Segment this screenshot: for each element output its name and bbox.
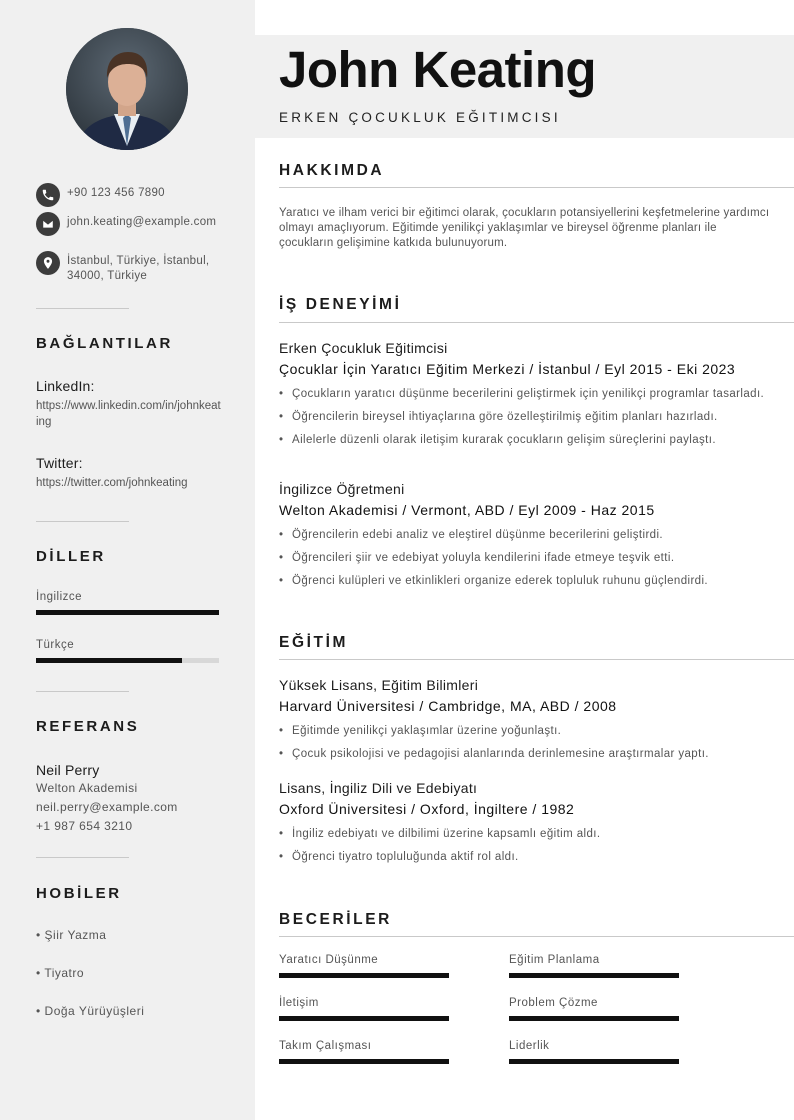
about-heading: HAKKIMDA bbox=[279, 162, 385, 179]
education-heading: EĞİTİM bbox=[279, 634, 348, 651]
experience-org: Welton Akademisi / Vermont, ABD / Eyl 2009 - Haz 2015 bbox=[279, 502, 655, 518]
experience-title: İngilizce Öğretmeni bbox=[279, 481, 405, 497]
phone-number: +90 123 456 7890 bbox=[67, 187, 165, 199]
hobby-label: Doğa Yürüyüşleri bbox=[44, 1004, 145, 1018]
links-heading: BAĞLANTILAR bbox=[36, 335, 173, 352]
skill-name: Yaratıcı Düşünme bbox=[279, 954, 379, 966]
bullet-item: • Öğrenci kulüpleri ve etkinlikleri organize ederek topluluk ruhunu güçlendirdi. bbox=[279, 574, 774, 589]
education-bullets bbox=[279, 827, 774, 873]
divider bbox=[36, 857, 129, 858]
candidate-name: John Keating bbox=[279, 41, 597, 98]
linkedin-url[interactable]: https://www.linkedin.com/in/johnkeating bbox=[36, 400, 221, 428]
skill-bar bbox=[509, 1059, 679, 1064]
bullet-item: • Öğrencilerin bireysel ihtiyaçlarına göre özelleştirilmiş eğitim planları hazırladı. bbox=[279, 410, 774, 425]
email-icon bbox=[36, 212, 60, 236]
experience-heading: İŞ DENEYİMİ bbox=[279, 296, 402, 313]
location-pin-icon bbox=[36, 251, 60, 275]
skill-bar bbox=[279, 1016, 449, 1021]
hobby-item: • Tiyatro bbox=[36, 966, 85, 980]
section-rule bbox=[279, 187, 794, 188]
bullet-item: • Ailelerle düzenli olarak iletişim kurarak çocukların gelişim süreçlerini paylaştı. bbox=[279, 433, 774, 448]
divider bbox=[36, 521, 129, 522]
section-rule bbox=[279, 322, 794, 323]
section-rule bbox=[279, 936, 794, 937]
section-rule bbox=[279, 659, 794, 660]
reference-email[interactable]: neil.perry@example.com bbox=[36, 800, 178, 814]
sidebar bbox=[0, 0, 255, 1120]
bullet-item: • Çocuk psikolojisi ve pedagojisi alanlarında derinlemesine araştırmalar yaptı. bbox=[279, 747, 774, 762]
experience-org: Çocuklar İçin Yaratıcı Eğitim Merkezi / İstanbul / Eyl 2015 - Eki 2023 bbox=[279, 361, 736, 377]
education-school: Oxford Üniversitesi / Oxford, İngiltere / 1982 bbox=[279, 801, 575, 817]
skill-name: Liderlik bbox=[509, 1040, 550, 1052]
email-address[interactable]: john.keating@example.com bbox=[67, 216, 217, 228]
hobby-label: Şiir Yazma bbox=[44, 928, 107, 942]
bullet-item: • Çocukların yaratıcı düşünme becerilerini geliştirmek için yenilikçi programlar tasarladı. bbox=[279, 387, 774, 402]
reference-name: Neil Perry bbox=[36, 762, 100, 778]
bullet-item: • Öğrencilerin edebi analiz ve eleştirel düşünme becerilerini geliştirdi. bbox=[279, 528, 774, 543]
education-degree: Yüksek Lisans, Eğitim Bilimleri bbox=[279, 677, 479, 693]
skill-name: İletişim bbox=[279, 997, 319, 1009]
skill-bar bbox=[509, 973, 679, 978]
phone-icon bbox=[36, 183, 60, 207]
skill-name: Eğitim Planlama bbox=[509, 954, 600, 966]
education-school: Harvard Üniversitesi / Cambridge, MA, ABD / 2008 bbox=[279, 698, 617, 714]
education-degree: Lisans, İngiliz Dili ve Edebiyatı bbox=[279, 780, 478, 796]
linkedin-label: LinkedIn: bbox=[36, 378, 95, 394]
address: İstanbul, Türkiye, İstanbul, 34000, Türkiye bbox=[67, 255, 210, 282]
twitter-url[interactable]: https://twitter.com/johnkeating bbox=[36, 477, 188, 489]
profile-photo bbox=[66, 28, 188, 150]
contact-address bbox=[36, 251, 226, 284]
language-level-bar-english bbox=[36, 610, 219, 615]
contact-phone bbox=[36, 183, 226, 207]
language-name-turkish: Türkçe bbox=[36, 639, 75, 651]
skill-bar bbox=[279, 973, 449, 978]
hobby-item: • Doğa Yürüyüşleri bbox=[36, 1004, 145, 1018]
divider bbox=[36, 691, 129, 692]
experience-bullets bbox=[279, 387, 774, 456]
hobby-item: • Şiir Yazma bbox=[36, 928, 107, 942]
skill-name: Takım Çalışması bbox=[279, 1040, 372, 1052]
bullet-item: • İngiliz edebiyatı ve dilbilimi üzerine kapsamlı eğitim aldı. bbox=[279, 827, 774, 842]
experience-bullets bbox=[279, 528, 774, 597]
skill-name: Problem Çözme bbox=[509, 997, 598, 1009]
skill-bar bbox=[279, 1059, 449, 1064]
education-bullets bbox=[279, 724, 774, 770]
skills-heading: BECERİLER bbox=[279, 911, 392, 928]
reference-heading: REFERANS bbox=[36, 718, 140, 735]
language-name-english: İngilizce bbox=[36, 591, 83, 603]
bullet-item: • Öğrencileri şiir ve edebiyat yoluyla kendilerini ifade etmeye teşvik etti. bbox=[279, 551, 774, 566]
experience-title: Erken Çocukluk Eğitimcisi bbox=[279, 340, 448, 356]
twitter-label: Twitter: bbox=[36, 455, 83, 471]
job-title: ERKEN ÇOCUKLUK EĞITIMCISI bbox=[279, 110, 561, 125]
hobbies-heading: HOBİLER bbox=[36, 885, 122, 902]
bullet-item: • Öğrenci tiyatro topluluğunda aktif rol aldı. bbox=[279, 850, 774, 865]
bullet-item: • Eğitimde yenilikçi yaklaşımlar üzerine yoğunlaştı. bbox=[279, 724, 774, 739]
reference-org: Welton Akademisi bbox=[36, 781, 138, 795]
contact-email bbox=[36, 212, 226, 236]
language-level-bar-turkish bbox=[36, 658, 219, 663]
divider bbox=[36, 308, 129, 309]
reference-phone: +1 987 654 3210 bbox=[36, 819, 133, 833]
languages-heading: DİLLER bbox=[36, 548, 106, 565]
skill-bar bbox=[509, 1016, 679, 1021]
about-text: Yaratıcı ve ilham verici bir eğitimci olarak, çocukların potansiyellerini keşfetmelerine yardımcı olmayı amaçlıyorum. Eğitimde yenilikçi yaklaşımlar ve bireysel öğrenme planları ile çocukların gelişimine katkıda bulunuyorum. bbox=[279, 207, 770, 249]
hobby-label: Tiyatro bbox=[44, 966, 85, 980]
